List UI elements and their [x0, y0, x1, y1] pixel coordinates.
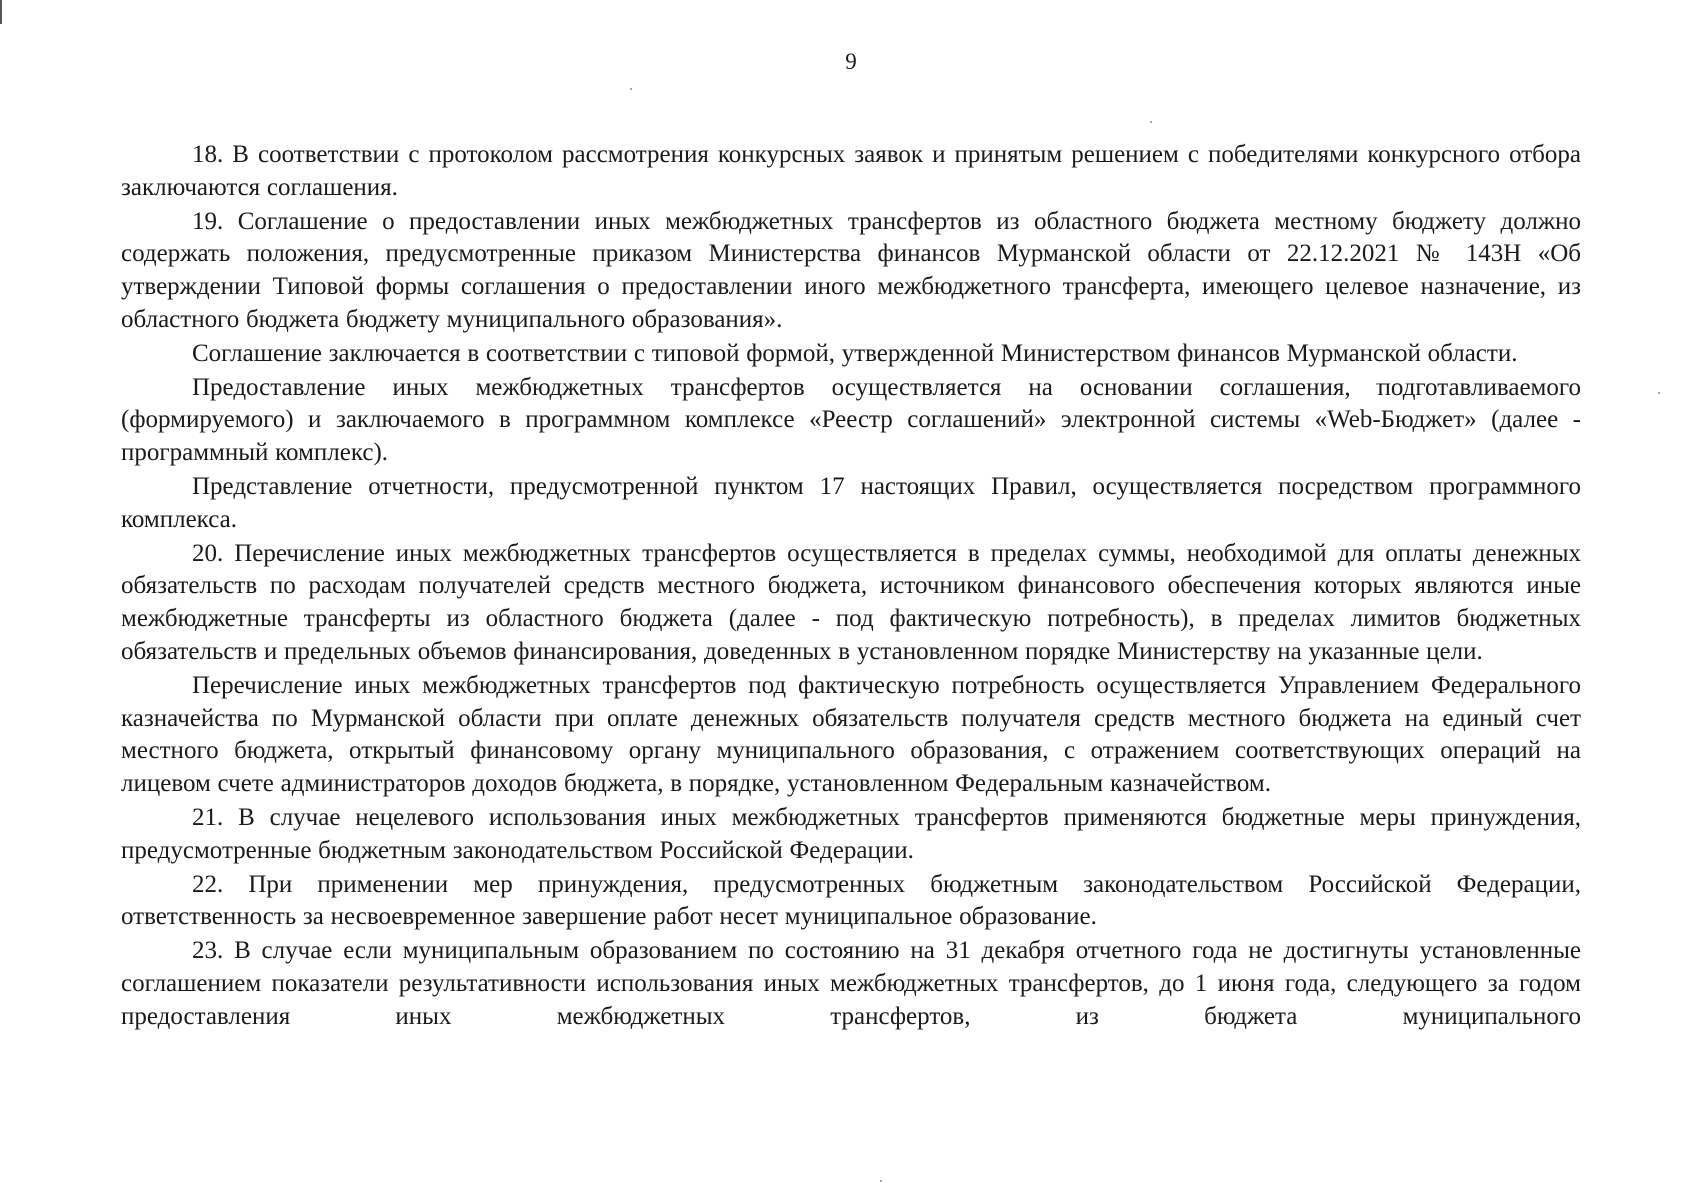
scan-edge-mark — [0, 0, 2, 24]
paragraph-20: 20. Перечисление иных межбюджетных трансфертов осуществляется в пределах суммы, необходимой для оплаты денежных обязательств по расходам получателей средств местного бюджета, источником финансового обеспечения которых являются иные межбюджетные трансферты из областного бюджета (далее - под фактическую потребность), в пределах лимитов бюджетных обязательств и предельных объемов финансирования, доведенных в установленном порядке Министерству на указанные цели. — [121, 539, 1581, 665]
paragraph-18: 18. В соответствии с протоколом рассмотрения конкурсных заявок и принятым решением с победителями конкурсного отбора заключаются соглашения. — [121, 141, 1581, 201]
scan-speck — [630, 88, 632, 90]
paragraph-23: 23. В случае если муниципальным образованием по состоянию на 31 декабря отчетного года не достигнуты установленные соглашением показатели результативности использования иных межбюджетных трансфертов, до 1 июня года, следующего за годом предоставления иных межбюджетных трансфертов, из бюджета муниципального — [121, 937, 1581, 1030]
scan-speck — [1150, 121, 1152, 123]
page-number: 9 — [845, 49, 857, 74]
scan-speck — [1658, 392, 1660, 394]
paragraph-agreement-form: Соглашение заключается в соответствии с типовой формой, утвержденной Министерством финансов Мурманской области. — [192, 339, 1518, 367]
document-body — [121, 139, 1581, 1035]
paragraph-19: 19. Соглашение о предоставлении иных межбюджетных трансфертов из областного бюджета местному бюджету должно содержать положения, предусмотренные приказом Министерства финансов Мурманской области от 22.12.2021 № 143Н «Об утверждении Типовой формы соглашения о предоставлении иного межбюджетного трансферта, имеющего целевое назначение, из областного бюджета бюджету муниципального образования». — [121, 207, 1581, 333]
scan-speck — [880, 1180, 882, 1182]
paragraph-22: 22. При применении мер принуждения, предусмотренных бюджетным законодательством Российской Федерации, ответственность за несвоевременное завершение работ несет муниципальное образование. — [121, 870, 1581, 931]
paragraph-reporting: Представление отчетности, предусмотренной пунктом 17 настоящих Правил, осуществляется посредством программного комплекса. — [121, 472, 1581, 533]
paragraph-treasury-transfer: Перечисление иных межбюджетных трансфертов под фактическую потребность осуществляется Управлением Федерального казначейства по Мурманской области при оплате денежных обязательств получателя средств местного бюджета на единый счет местного бюджета, открытый финансовому органу муниципального образования, с отражением соответствующих операций на лицевом счете администраторов доходов бюджета, в порядке, установленном Федеральным казначейством. — [121, 671, 1581, 798]
paragraph-transfer-basis: Предоставление иных межбюджетных трансфертов осуществляется на основании соглашения, подготавливаемого (формируемого) и заключаемого в программном комплексе «Реестр соглашений» электронной системы «Web-Бюджет» (далее - программный комплекс). — [121, 373, 1581, 467]
paragraph-21: 21. В случае нецелевого использования иных межбюджетных трансфертов применяются бюджетные меры принуждения, предусмотренные бюджетным законодательством Российской Федерации. — [121, 803, 1581, 864]
